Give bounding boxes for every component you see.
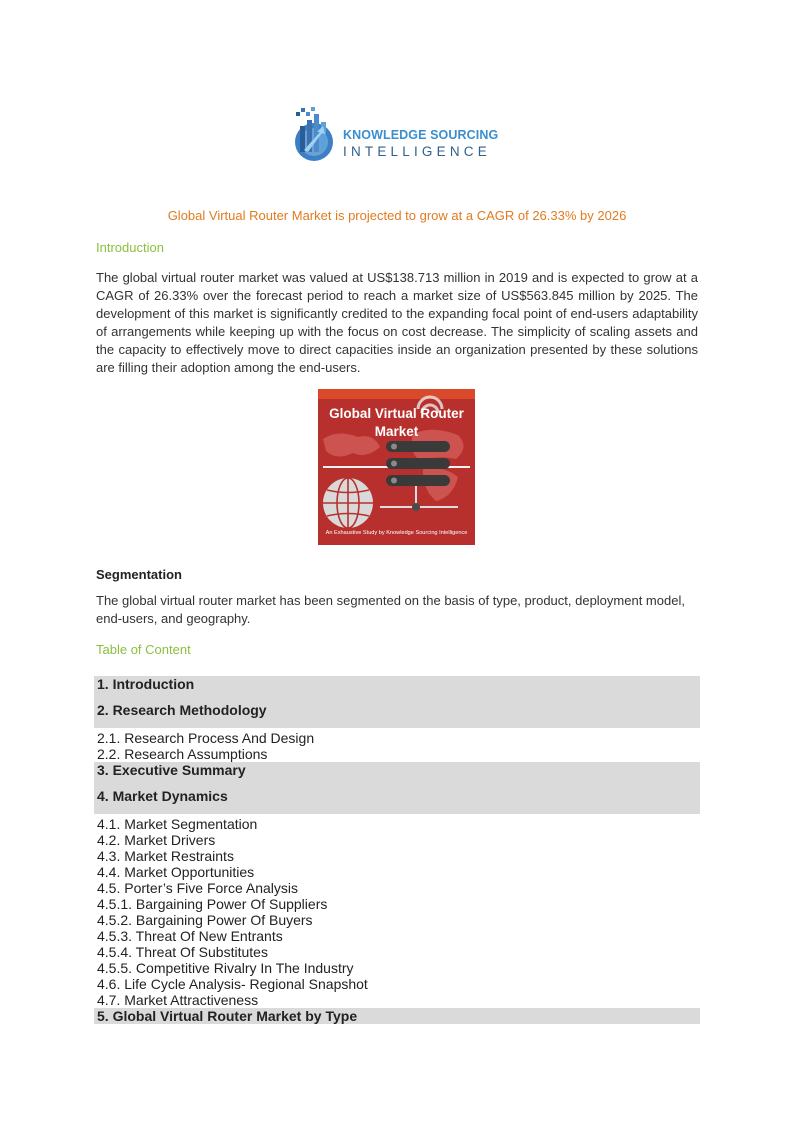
toc-item: 4.6. Life Cycle Analysis- Regional Snapshot — [97, 976, 368, 992]
toc-item: 4.1. Market Segmentation — [97, 816, 258, 832]
ksi-logo-icon — [290, 106, 342, 166]
toc-item: 4.7. Market Attractiveness — [97, 992, 259, 1008]
toc-item: 2.2. Research Assumptions — [97, 746, 268, 762]
toc-item: 4.5.4. Threat Of Substitutes — [97, 944, 268, 960]
report-title: Global Virtual Router Market is projected to grow at a CAGR of 26.33% by 2026 — [167, 208, 627, 223]
cover-title-line1: Global Virtual Router — [329, 406, 464, 421]
toc-item: 4.5.1. Bargaining Power Of Suppliers — [97, 896, 328, 912]
toc-item: 4.4. Market Opportunities — [97, 864, 255, 880]
toc-section-heading: 4. Market Dynamics — [94, 788, 700, 814]
cover-title — [318, 405, 475, 441]
logo-text-primary: KNOWLEDGE SOURCING — [343, 128, 499, 142]
toc-item: 4.5. Porter’s Five Force Analysis — [97, 880, 299, 896]
market-cover-image — [318, 389, 475, 545]
cover-subtitle: An Exhaustive Study by Knowledge Sourcing Intelligence — [325, 530, 468, 536]
introduction-paragraph: The global virtual router market was valued at US$138.713 million in 2019 and is expected to grow at a CAGR of 26.33% over the forecast period to reach a market size of US$563.845 million by 2025. The development of this market is significantly credited to the expanding focal point of end-users adaptability of arrangements while keeping up with the focus on cost decrease. The simplicity of scaling assets and the capacity to effectively move to direct capacities inside an organization presented by these solutions are filling their adoption among the end-users. — [96, 270, 698, 375]
toc-section-heading: 3. Executive Summary — [94, 762, 700, 788]
segmentation-heading: Segmentation — [96, 567, 182, 582]
toc-section-heading: 1. Introduction — [94, 676, 700, 702]
toc-section-heading: 2. Research Methodology — [94, 702, 700, 728]
toc-heading: Table of Content — [96, 642, 191, 657]
logo-text-secondary: INTELLIGENCE — [343, 144, 491, 159]
introduction-heading: Introduction — [96, 240, 164, 255]
cover-title-line2: Market — [374, 424, 419, 439]
toc-item: 4.5.3. Threat Of New Entrants — [97, 928, 283, 944]
toc-item: 4.5.2. Bargaining Power Of Buyers — [97, 912, 313, 928]
toc-item: 4.5.5. Competitive Rivalry In The Industry — [97, 960, 354, 976]
toc-item: 2.1. Research Process And Design — [97, 730, 315, 746]
segmentation-paragraph: The global virtual router market has been segmented on the basis of type, product, deployment model, end-users, and geography. — [96, 593, 685, 626]
company-logo — [290, 106, 506, 166]
toc-item: 4.3. Market Restraints — [97, 848, 234, 864]
toc-item: 4.2. Market Drivers — [97, 832, 216, 848]
table-of-contents — [94, 676, 700, 1024]
toc-section-heading: 5. Global Virtual Router Market by Type — [94, 1008, 700, 1024]
